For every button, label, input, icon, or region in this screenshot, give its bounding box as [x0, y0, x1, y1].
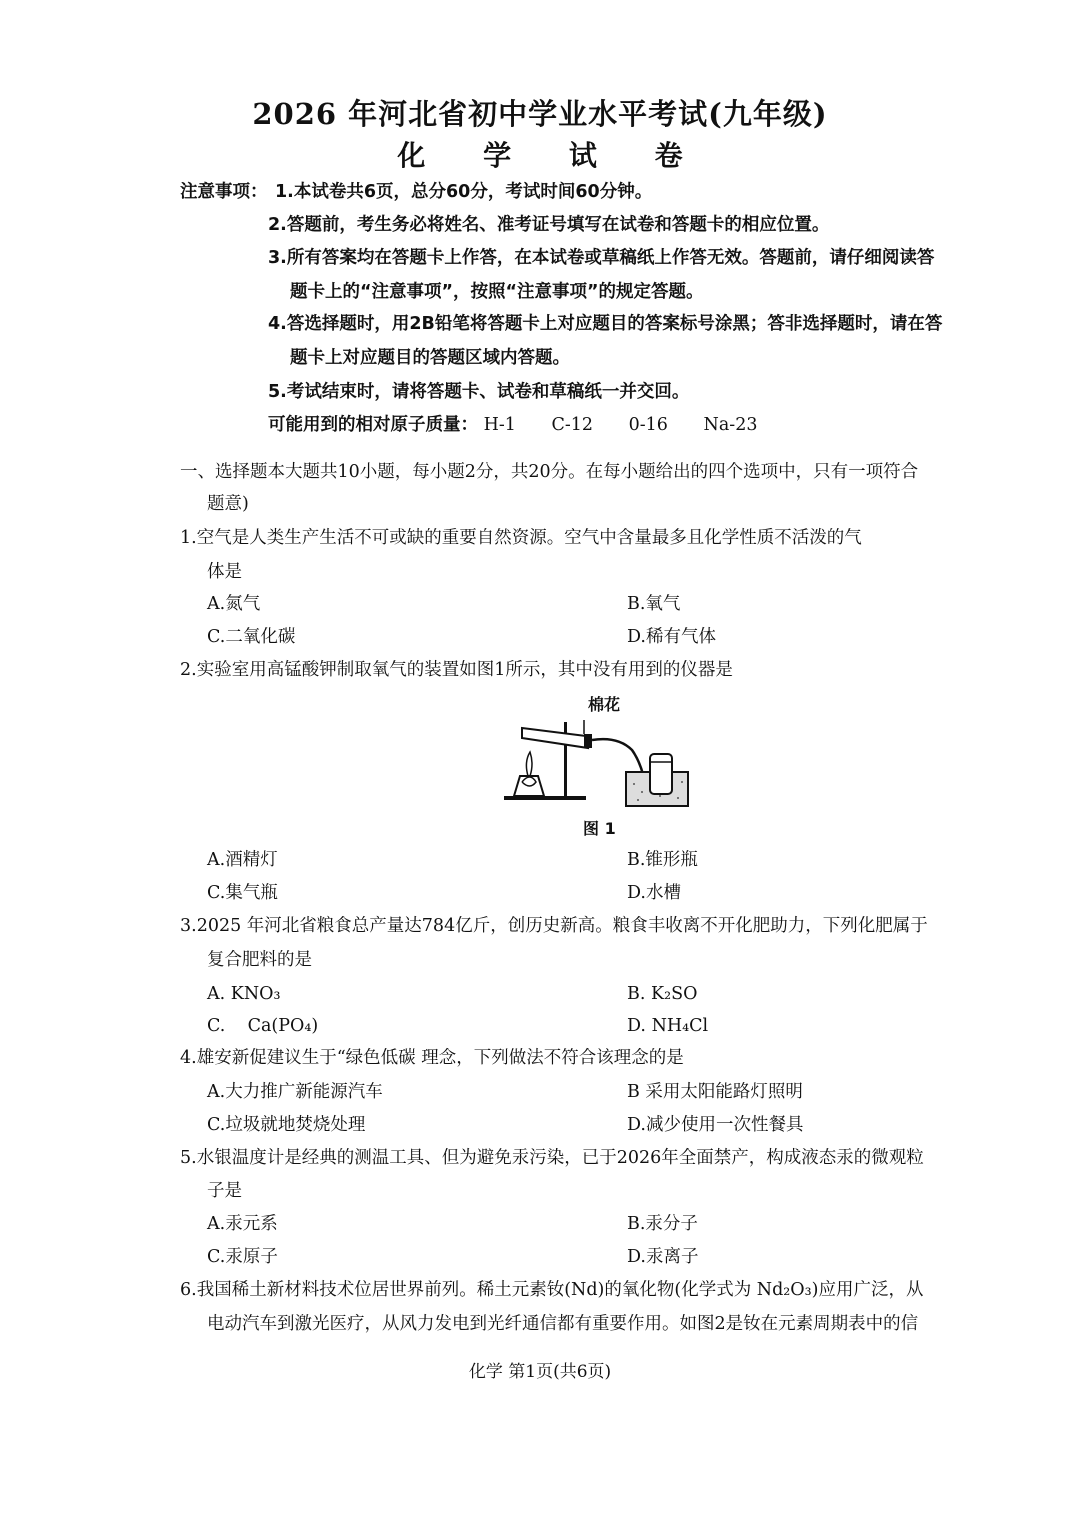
q3-option-b-prefix: B. [627, 984, 646, 1004]
q5-option-d: D.汞离子 [627, 1247, 699, 1267]
q1-stem-line-1: 1.空气是人类生产生活不可或缺的重要自然资源。空气中含量最多且化学性质不活泼的气 [180, 528, 862, 548]
q3-option-c [207, 1015, 318, 1037]
q2-stem-line-1: 2.实验室用高锰酸钾制取氧气的装置如图1所示，其中没有用到的仪器是 [180, 660, 733, 680]
q3-option-c-formula: Ca(PO₄) [247, 1016, 319, 1036]
notice-item-5: 5.考试结束时，请将答题卡、试卷和草稿纸一并交回。 [268, 382, 690, 402]
notice-item-3-line-1: 3.所有答案均在答题卡上作答，在本试卷或草稿纸上作答无效。答题前，请仔细阅读答 [268, 248, 935, 268]
q4-option-a: A.大力推广新能源汽车 [207, 1082, 383, 1102]
notice-item-3-line-2: 题卡上的“注意事项”，按照“注意事项”的规定答题。 [290, 282, 704, 302]
atomic-mass-line [268, 414, 757, 436]
q4-option-b: B 采用太阳能路灯照明 [627, 1082, 803, 1102]
q6-stem-line-1: 6.我国稀土新材料技术位居世界前列。稀土元素钕(Nd)的氧化物(化学式为 Nd₂O₃)应用广泛，从 [180, 1280, 924, 1300]
notice-label: 注意事项： [180, 182, 268, 202]
q5-stem-line-1: 5.水银温度计是经典的测温工具、但为避免汞污染，已于2026年全面禁产，构成液态汞的微观粒 [180, 1148, 924, 1168]
notice-item-2: 2.答题前，考生务必将姓名、准考证号填写在试卷和答题卡的相应位置。 [268, 215, 830, 235]
q2-option-c: C.集气瓶 [207, 883, 278, 903]
figure-label-cotton: 棉花 [588, 695, 621, 714]
q2-option-d: D.水槽 [627, 883, 681, 903]
q3-stem-line-2: 复合肥料的是 [207, 950, 312, 970]
figure-1-apparatus [500, 692, 695, 812]
notice-item-4-line-2: 题卡上对应题目的答题区域内答题。 [290, 348, 570, 368]
q1-option-b: B.氧气 [627, 594, 681, 614]
section-heading-line-2: 题意) [207, 494, 249, 514]
q4-option-c: C.垃圾就地焚烧处理 [207, 1115, 366, 1135]
notice-item-1: 1.本试卷共6页，总分60分，考试时间60分钟。 [275, 182, 653, 202]
atomic-mass-c: C-12 [551, 415, 594, 435]
q3-option-c-prefix: C. [207, 1016, 226, 1036]
page-title: 2026 年河北省初中学业水平考试(九年级) [252, 97, 828, 131]
q3-option-a-formula: KNO₃ [230, 984, 281, 1004]
q2-option-a: A.酒精灯 [207, 850, 278, 870]
atomic-mass-label: 可能用到的相对原子质量： [268, 415, 478, 435]
q4-stem-line-1: 4.雄安新促建议生于“绿色低碳 理念，下列做法不符合该理念的是 [180, 1048, 684, 1068]
q1-option-d: D.稀有气体 [627, 627, 716, 647]
q3-option-b-formula: K₂SO [651, 984, 698, 1004]
atomic-mass-na: Na-23 [703, 415, 758, 435]
q1-option-c: C.二氧化碳 [207, 627, 296, 647]
q5-option-b: B.汞分子 [627, 1214, 698, 1234]
q6-stem-line-2: 电动汽车到激光医疗，从风力发电到光纤通信都有重要作用。如图2是钕在元素周期表中的信 [207, 1314, 919, 1334]
q5-option-c: C.汞原子 [207, 1247, 278, 1267]
q3-option-b [627, 983, 697, 1005]
q1-option-a: A.氮气 [207, 594, 261, 614]
q3-option-a [207, 983, 281, 1005]
q2-option-b: B.锥形瓶 [627, 850, 698, 870]
q5-stem-line-2: 子是 [207, 1181, 242, 1201]
page-subtitle: 化 学 试 卷 [397, 139, 707, 172]
q4-option-d: D.减少使用一次性餐具 [627, 1115, 804, 1135]
q5-option-a: A.汞元系 [207, 1214, 278, 1234]
q1-stem-line-2: 体是 [207, 562, 242, 582]
notice-item-4-line-1: 4.答选择题时，用2B铅笔将答题卡上对应题目的答案标号涂黑；答非选择题时，请在答 [268, 314, 943, 334]
q3-option-a-prefix: A. [207, 984, 226, 1004]
q3-stem-line-1: 3.2025 年河北省粮食总产量达784亿斤，创历史新高。粮食丰收离不开化肥助力，下列化肥属于 [180, 916, 928, 936]
q3-option-d-formula: NH₄Cl [651, 1016, 709, 1036]
figure-1-caption: 图 1 [583, 819, 616, 838]
section-heading-line-1: 一、选择题本大题共10小题，每小题2分，共20分。在每小题给出的四个选项中，只有一项符合 [180, 462, 919, 482]
q3-option-d [627, 1015, 708, 1037]
q3-option-d-prefix: D. [627, 1016, 646, 1036]
page-footer: 化学 第1页(共6页) [468, 1362, 612, 1382]
atomic-mass-o: 0-16 [628, 415, 668, 435]
atomic-mass-h: H-1 [483, 415, 516, 435]
